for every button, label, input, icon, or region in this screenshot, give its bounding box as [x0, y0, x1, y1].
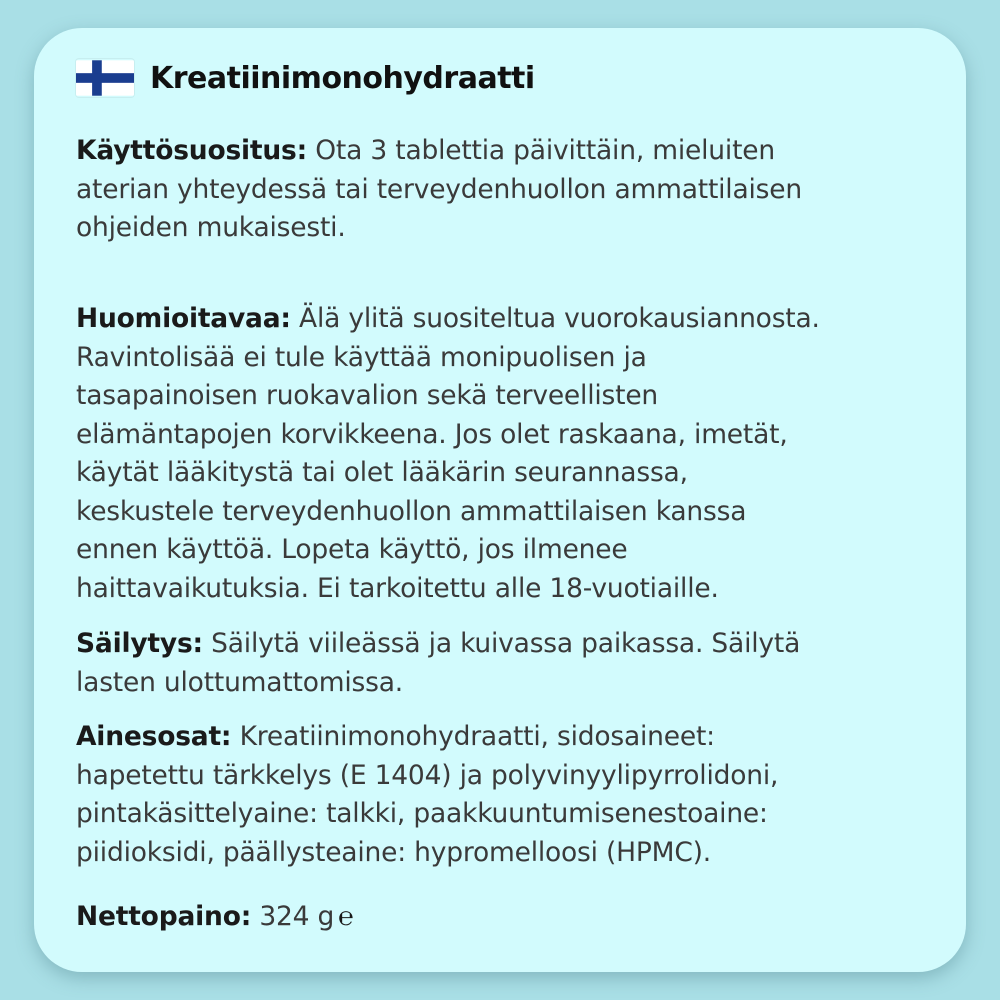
notes-section: [76, 300, 936, 608]
notes-line-6: keskustele terveydenhuollon ammattilaisen kanssa: [76, 495, 747, 527]
net-weight-value: 324 g: [251, 901, 335, 932]
finland-flag-icon: [76, 59, 134, 97]
ingredients-label: Ainesosat:: [76, 721, 232, 752]
net-weight-line: [76, 898, 936, 937]
net-weight-label: Nettopaino:: [76, 901, 252, 932]
ingredients-line-3: pintakäsittelyaine: talkki, paakkuuntumisenestoaine:: [76, 798, 768, 829]
notes-line-7: ennen käyttöä. Lopeta käyttö, jos ilmenee: [76, 534, 628, 565]
product-title: Kreatiinimonohydraatti: [150, 60, 535, 96]
notes-line-8: haittavaikutuksia. Ei tarkoitettu alle 18-vuotiaille.: [76, 572, 719, 604]
notes-label: Huomioitavaa:: [76, 303, 291, 334]
ingredients-text: Kreatiinimonohydraatti, sidosaineet:: [231, 721, 715, 752]
title-row: [76, 59, 535, 97]
estimated-mark-icon: ℮: [338, 902, 354, 932]
usage-text: Ota 3 tablettia päivittäin, mieluiten: [307, 135, 775, 166]
notes-line-2: Ravintolisää ei tule käyttää monipuolisen ja: [76, 341, 647, 373]
ingredients-line-4: piidioksidi, päällysteaine: hypromelloosi (HPMC).: [76, 836, 712, 868]
usage-label: Käyttösuositus:: [76, 135, 308, 166]
notes-text: Älä ylitä suositeltua vuorokausiannosta.: [290, 303, 820, 334]
storage-line-1: [76, 625, 936, 664]
storage-label: Säilytys:: [76, 628, 203, 659]
product-info-card: [34, 28, 966, 972]
storage-text: Säilytä viileässä ja kuivassa paikassa. Säilytä: [202, 628, 801, 659]
storage-section: [76, 625, 936, 702]
ingredients-line-2: hapetettu tärkkelys (E 1404) ja polyvinyylipyrrolidoni,: [76, 759, 779, 791]
usage-line-1: [76, 132, 936, 171]
notes-line-3: tasapainoisen ruokavalion sekä terveellisten: [76, 380, 659, 411]
net-weight-section: [76, 898, 936, 937]
usage-section: [76, 132, 936, 248]
storage-line-2: lasten ulottumattomissa.: [76, 666, 403, 698]
usage-line-3: ohjeiden mukaisesti.: [76, 212, 346, 243]
notes-line-1: [76, 300, 936, 339]
notes-line-4: elämäntapojen korvikkeena. Jos olet raskaana, imetät,: [76, 418, 788, 450]
ingredients-line-1: [76, 718, 936, 757]
ingredients-section: [76, 718, 936, 872]
usage-line-2: aterian yhteydessä tai terveydenhuollon ammattilaisen: [76, 173, 802, 205]
notes-line-5: käytät lääkitystä tai olet lääkärin seurannassa,: [76, 457, 688, 488]
